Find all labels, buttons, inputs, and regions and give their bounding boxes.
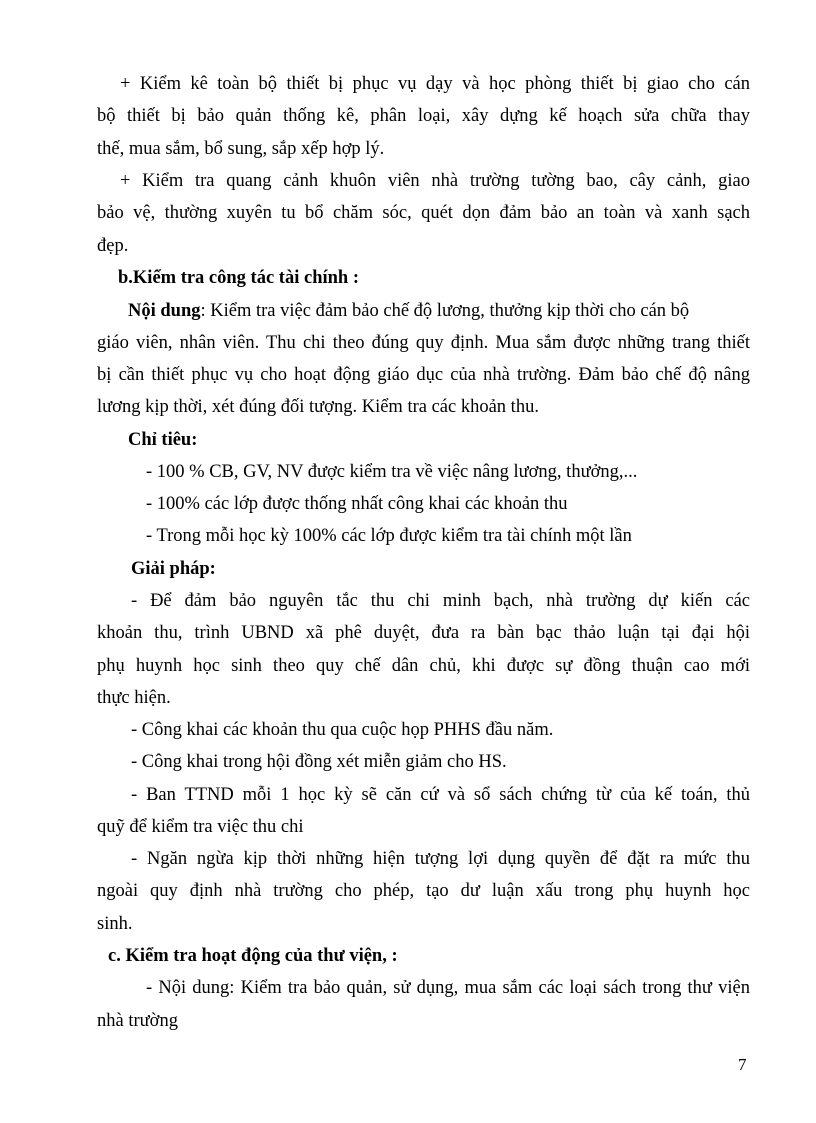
content-line: bị cần thiết phục vụ cho hoạt động giáo dục của nhà trường. Đảm bảo chế độ nâng bbox=[97, 365, 750, 385]
section-b-heading: b.Kiểm tra công tác tài chính : bbox=[118, 268, 359, 288]
target-item: - 100% các lớp được thống nhất công khai các khoản thu bbox=[146, 494, 568, 514]
para-line: thế, mua sắm, bổ sung, sắp xếp hợp lý. bbox=[97, 139, 385, 159]
para-line: bộ thiết bị bảo quản thống kê, phân loại, xây dựng kế hoạch sửa chữa thay bbox=[97, 106, 750, 126]
solution-line: - Để đảm bảo nguyên tắc thu chi minh bạch, nhà trường dự kiến các bbox=[131, 591, 750, 611]
solution-line: - Ban TTND mỗi 1 học kỳ sẽ căn cứ và sổ sách chứng từ của kế toán, thủ bbox=[131, 785, 750, 805]
content-line: lương kịp thời, xét đúng đối tượng. Kiểm tra các khoản thu. bbox=[97, 397, 539, 417]
content-line: nhà trường bbox=[97, 1011, 178, 1031]
content-line: giáo viên, nhân viên. Thu chi theo đúng quy định. Mua sắm được những trang thiết bbox=[97, 333, 750, 353]
solution-line: phụ huynh học sinh theo quy chế dân chủ, khi được sự đồng thuận cao mới bbox=[97, 656, 750, 676]
content-line: - Nội dung: Kiểm tra bảo quản, sử dụng, mua sắm các loại sách trong thư viện bbox=[146, 978, 750, 998]
solution-line: thực hiện. bbox=[97, 688, 171, 708]
solution-line: - Ngăn ngừa kịp thời những hiện tượng lợi dụng quyền để đặt ra mức thu bbox=[131, 849, 750, 869]
solution-line: quỹ để kiểm tra việc thu chi bbox=[97, 817, 304, 837]
targets-label: Chỉ tiêu: bbox=[128, 430, 198, 450]
section-c-heading: c. Kiểm tra hoạt động của thư viện, : bbox=[108, 946, 398, 966]
para-line: + Kiểm kê toàn bộ thiết bị phục vụ dạy và học phòng thiết bị giao cho cán bbox=[120, 74, 750, 94]
target-item: - Trong mỗi học kỳ 100% các lớp được kiểm tra tài chính một lần bbox=[146, 526, 632, 546]
solution-item: - Công khai trong hội đồng xét miễn giảm cho HS. bbox=[131, 752, 507, 772]
para-line: bảo vệ, thường xuyên tu bổ chăm sóc, quét dọn đảm bảo an toàn và xanh sạch bbox=[97, 203, 750, 223]
page-number: 7 bbox=[738, 1055, 747, 1074]
solution-line: ngoài quy định nhà trường cho phép, tạo dư luận xấu trong phụ huynh học bbox=[97, 881, 750, 901]
content-text: : Kiểm tra việc đảm bảo chế độ lương, thưởng kịp thời cho cán bộ bbox=[200, 301, 690, 321]
solution-line: khoản thu, trình UBND xã phê duyệt, đưa ra bàn bạc thảo luận tại đại hội bbox=[97, 623, 750, 643]
content-line bbox=[128, 300, 689, 322]
content-label: Nội dung bbox=[128, 301, 201, 321]
solution-item: - Công khai các khoản thu qua cuộc họp PHHS đầu năm. bbox=[131, 720, 554, 740]
solutions-label: Giải pháp: bbox=[131, 559, 216, 579]
solution-line: sinh. bbox=[97, 914, 133, 934]
para-line: + Kiểm tra quang cảnh khuôn viên nhà trường tường bao, cây cảnh, giao bbox=[120, 171, 750, 191]
para-line: đẹp. bbox=[97, 236, 129, 256]
target-item: - 100 % CB, GV, NV được kiểm tra về việc nâng lương, thưởng,... bbox=[146, 462, 638, 482]
